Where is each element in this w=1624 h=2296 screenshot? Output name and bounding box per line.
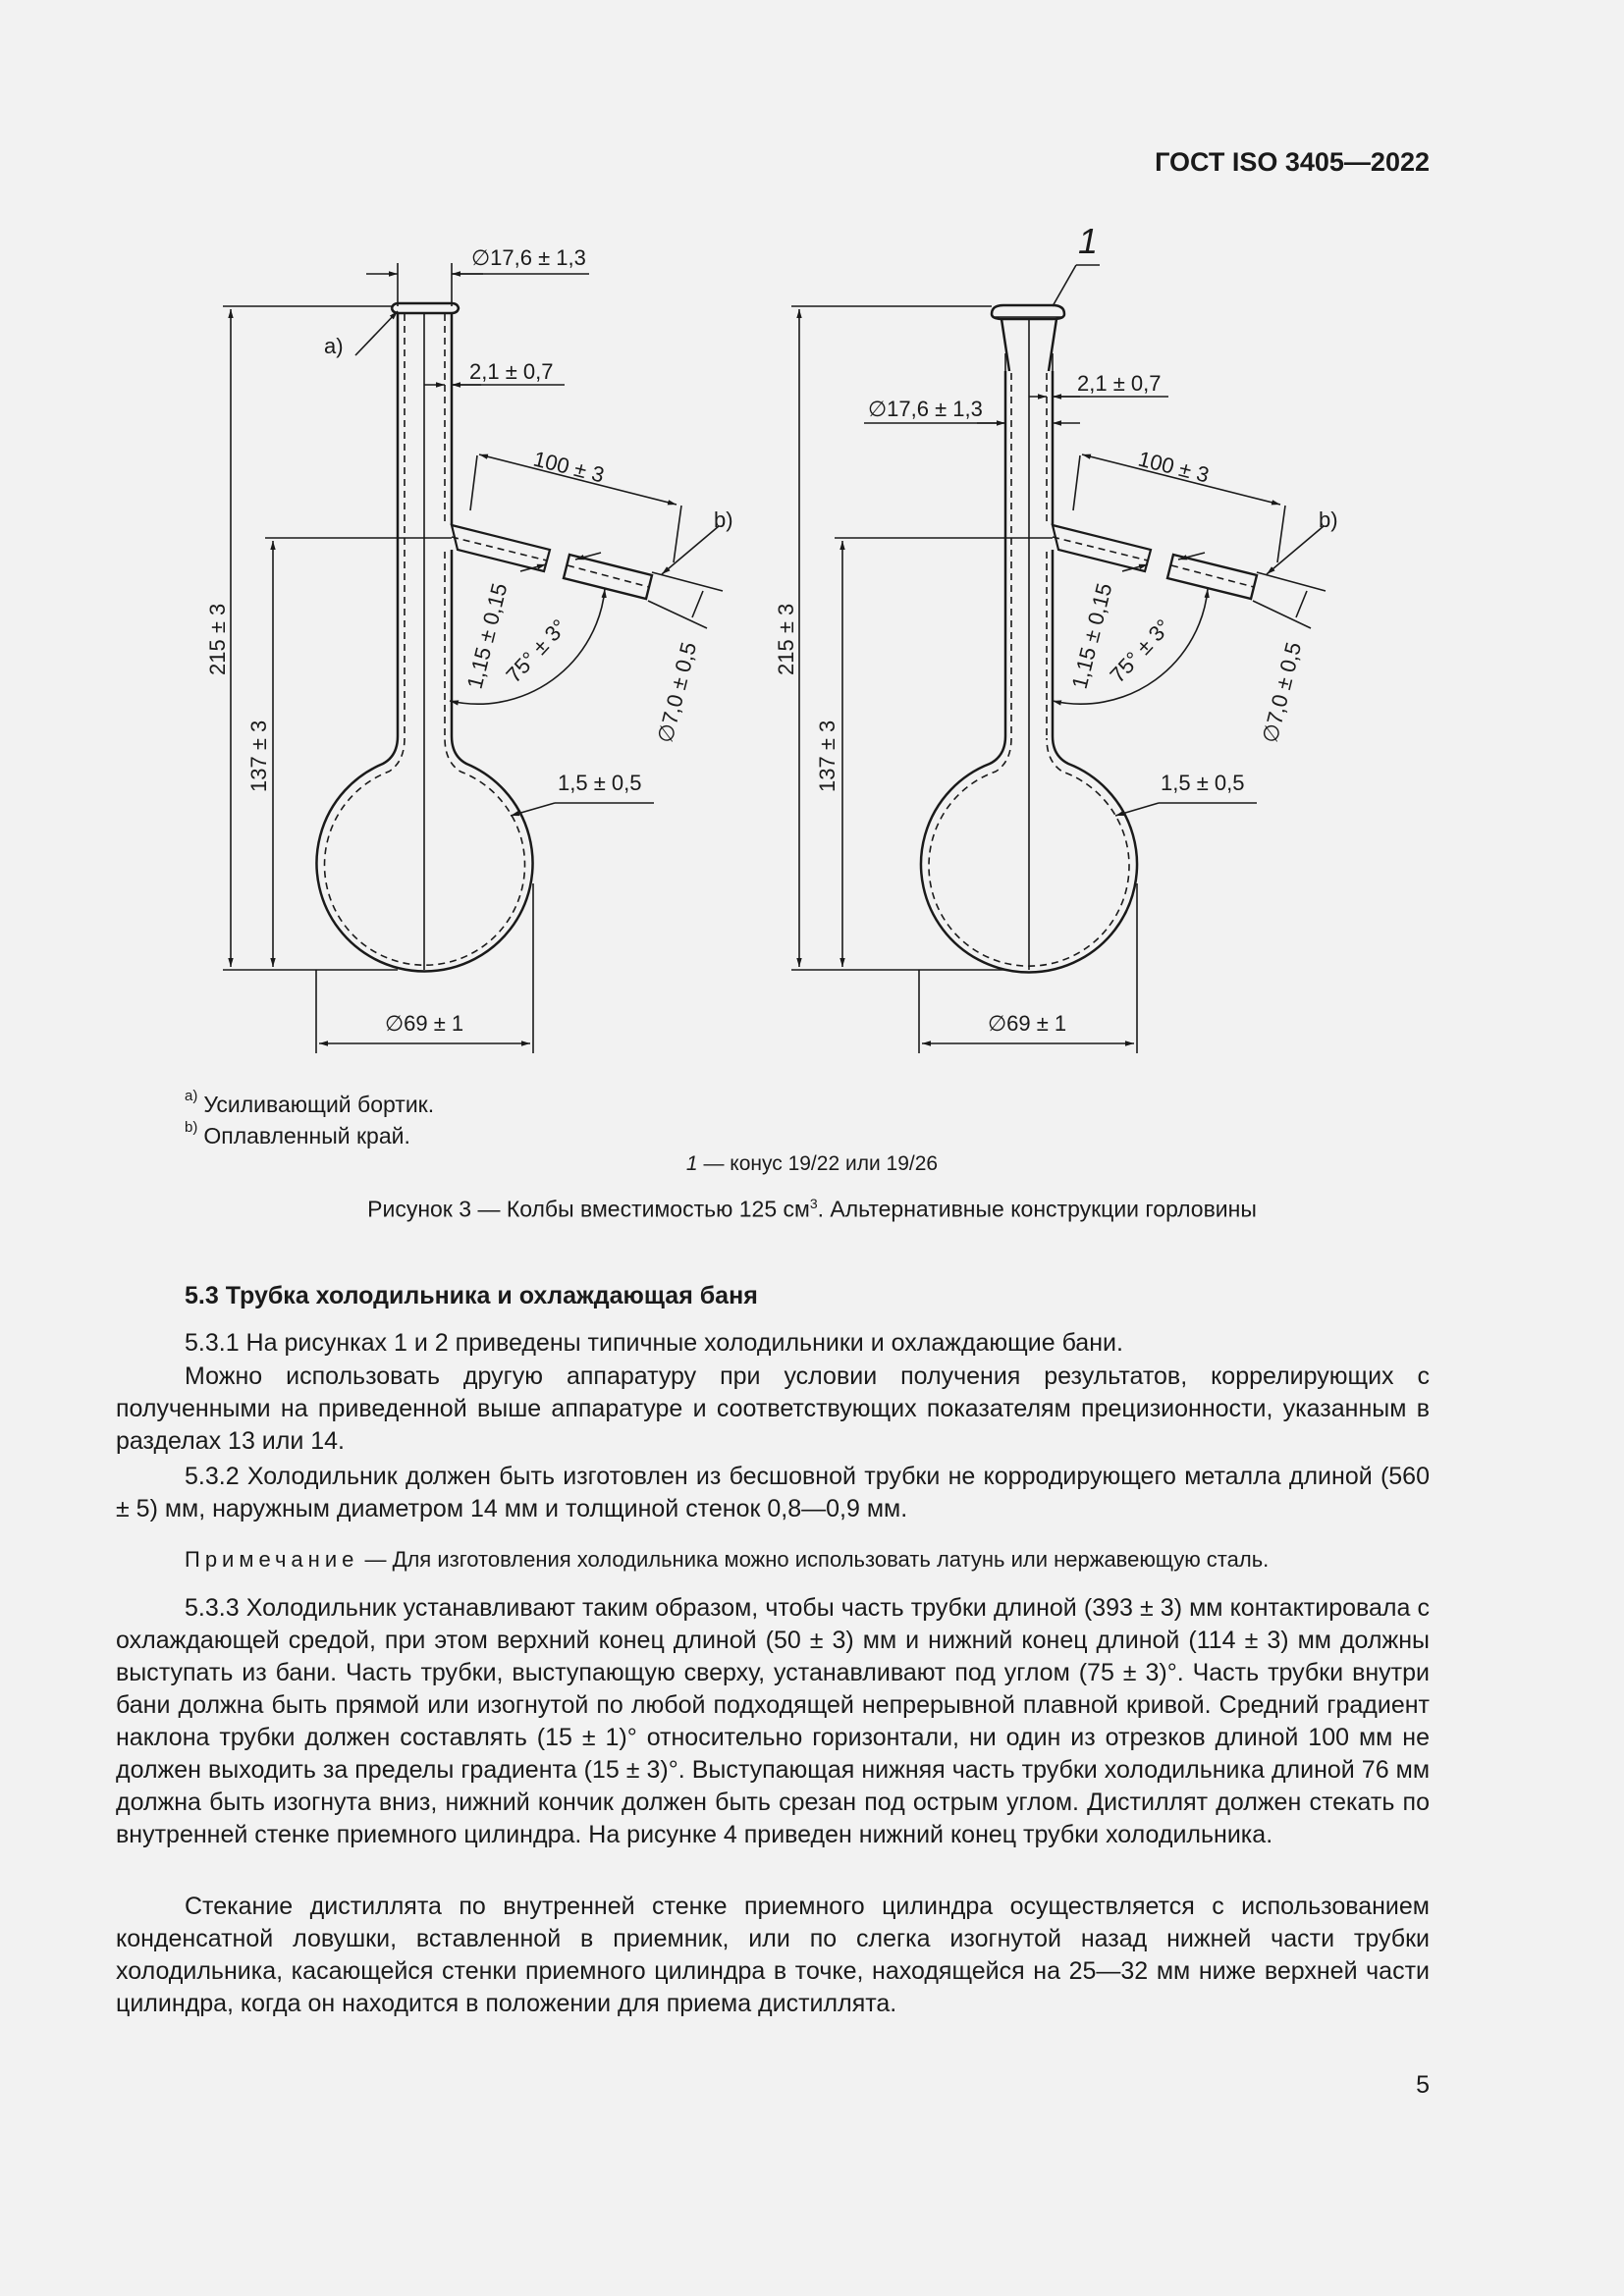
note [185, 1545, 1430, 1575]
figure-legend: 1 — конус 19/22 или 19/26 [685, 1152, 939, 1175]
right-angle: 75° ± 3° [1105, 614, 1176, 688]
right-ref-b: b) [1319, 507, 1338, 532]
left-total-height: 215 ± 3 [205, 603, 230, 675]
paragraph-5-3-1: 5.3.1 На рисунках 1 и 2 приведены типичные холодильники и охлаждающие бани. [185, 1329, 1123, 1357]
footnote-a: $^{a)}$ Усиливающий бортик. [185, 1088, 435, 1117]
left-ref-b: b) [714, 507, 733, 532]
left-angle: 75° ± 3° [501, 614, 572, 688]
left-wall: 2,1 ± 0,7 [469, 359, 554, 384]
right-dimension-labels [774, 221, 1338, 1036]
paragraph-distillate-flow: Стекание дистиллята по внутренней стенке приемного цилиндра осуществляется с использованием конденсатной ловушки, вставленной в приемник, или по слегка изогнутой назад нижней части трубки холодильника, касающейся стенки приемного цилиндра в точке, находящейся на 25—32 мм ниже верхней части цилиндра, когда он находится в положении для приема дистиллята. [116, 1893, 1430, 2017]
paragraph-alt-apparatus: Можно использовать другую аппаратуру при условии получения результатов, коррелирующих с полученными на приведенной выше аппаратуре и соответствующих показателям прецизионности, указанным в разделах 13 или 14. [116, 1362, 1430, 1455]
left-dimension-labels [205, 245, 733, 1036]
right-tube-length: 100 ± 3 [1135, 446, 1212, 488]
footnote-b: $^{b)}$ Оплавленный край. [185, 1119, 410, 1148]
page-number: 5 [1416, 2071, 1430, 2099]
note-text: — Для изготовления холодильника можно использовать латунь или нержавеющую сталь. [358, 1547, 1270, 1572]
note-label: Примечание [185, 1547, 359, 1572]
standard-header: ГОСТ ISO 3405—2022 [1155, 147, 1430, 177]
right-total-height: 215 ± 3 [774, 603, 798, 675]
figure-caption: Рисунок 3 — Колбы вместимостью 125 $см^3$. Альтернативные конструкции горловины [367, 1196, 1257, 1222]
right-tube-outer: ∅7,0 ± 0,5 [1257, 639, 1307, 746]
section-heading: 5.3 Трубка холодильника и охлаждающая баня [185, 1282, 758, 1309]
right-lower-height: 137 ± 3 [815, 720, 839, 792]
left-bulb-wall: 1,5 ± 0,5 [558, 771, 642, 795]
left-tube-length: 100 ± 3 [530, 446, 607, 488]
right-dimensions [791, 265, 1326, 1053]
left-tube-outer: ∅7,0 ± 0,5 [652, 639, 702, 746]
right-neck-diameter: ∅17,6 ± 1,3 [868, 397, 983, 421]
right-wall: 2,1 ± 0,7 [1077, 371, 1162, 396]
left-neck-diameter: ∅17,6 ± 1,3 [471, 245, 586, 270]
right-bulb-wall: 1,5 ± 0,5 [1161, 771, 1245, 795]
paragraph-5-3-2: 5.3.2 Холодильник должен быть изготовлен из бесшовной трубки не корродирующего металла длиной (560 ± 5) мм, наружным диаметром 14 мм и толщиной стенок 0,8—0,9 мм. [116, 1463, 1430, 1522]
left-tube-bore: 1,15 ± 0,15 [461, 580, 513, 692]
right-tube-bore: 1,15 ± 0,15 [1066, 580, 1117, 692]
paragraph-5-3-3: 5.3.3 Холодильник устанавливают таким образом, чтобы часть трубки длиной (393 ± 3) мм контактировала с охлаждающей средой, при этом верхний конец длиной (50 ± 3) мм и нижний конец длиной (114 ± 3) мм должны выступать из бани. Часть трубки, выступающую сверху, устанавливают под углом (75 ± 3)°. Часть трубки внутри бани должна быть прямой или изогнутой по любой подходящей непрерывной плавной кривой. Средний градиент наклона трубки должен составлять (15 ± 1)° относительно горизонтали, ни один из отрезков длиной 100 мм не должен выходить за пределы градиента (15 ± 3)°. Выступающая нижняя часть трубки холодильника длиной 76 мм должна быть изогнута вниз, нижний кончик должен быть срезан под острым углом. Дистиллят должен стекать по внутренней стенке приемного цилиндра. На рисунке 4 приведен нижний конец трубки холодильника. [116, 1594, 1430, 1848]
right-bulb-diameter: ∅69 ± 1 [988, 1011, 1067, 1036]
right-callout-1: 1 [1078, 221, 1099, 261]
left-bulb-diameter: ∅69 ± 1 [385, 1011, 464, 1036]
flask-figure [0, 0, 1624, 1099]
left-ref-a: a) [324, 334, 344, 358]
left-lower-height: 137 ± 3 [246, 720, 271, 792]
